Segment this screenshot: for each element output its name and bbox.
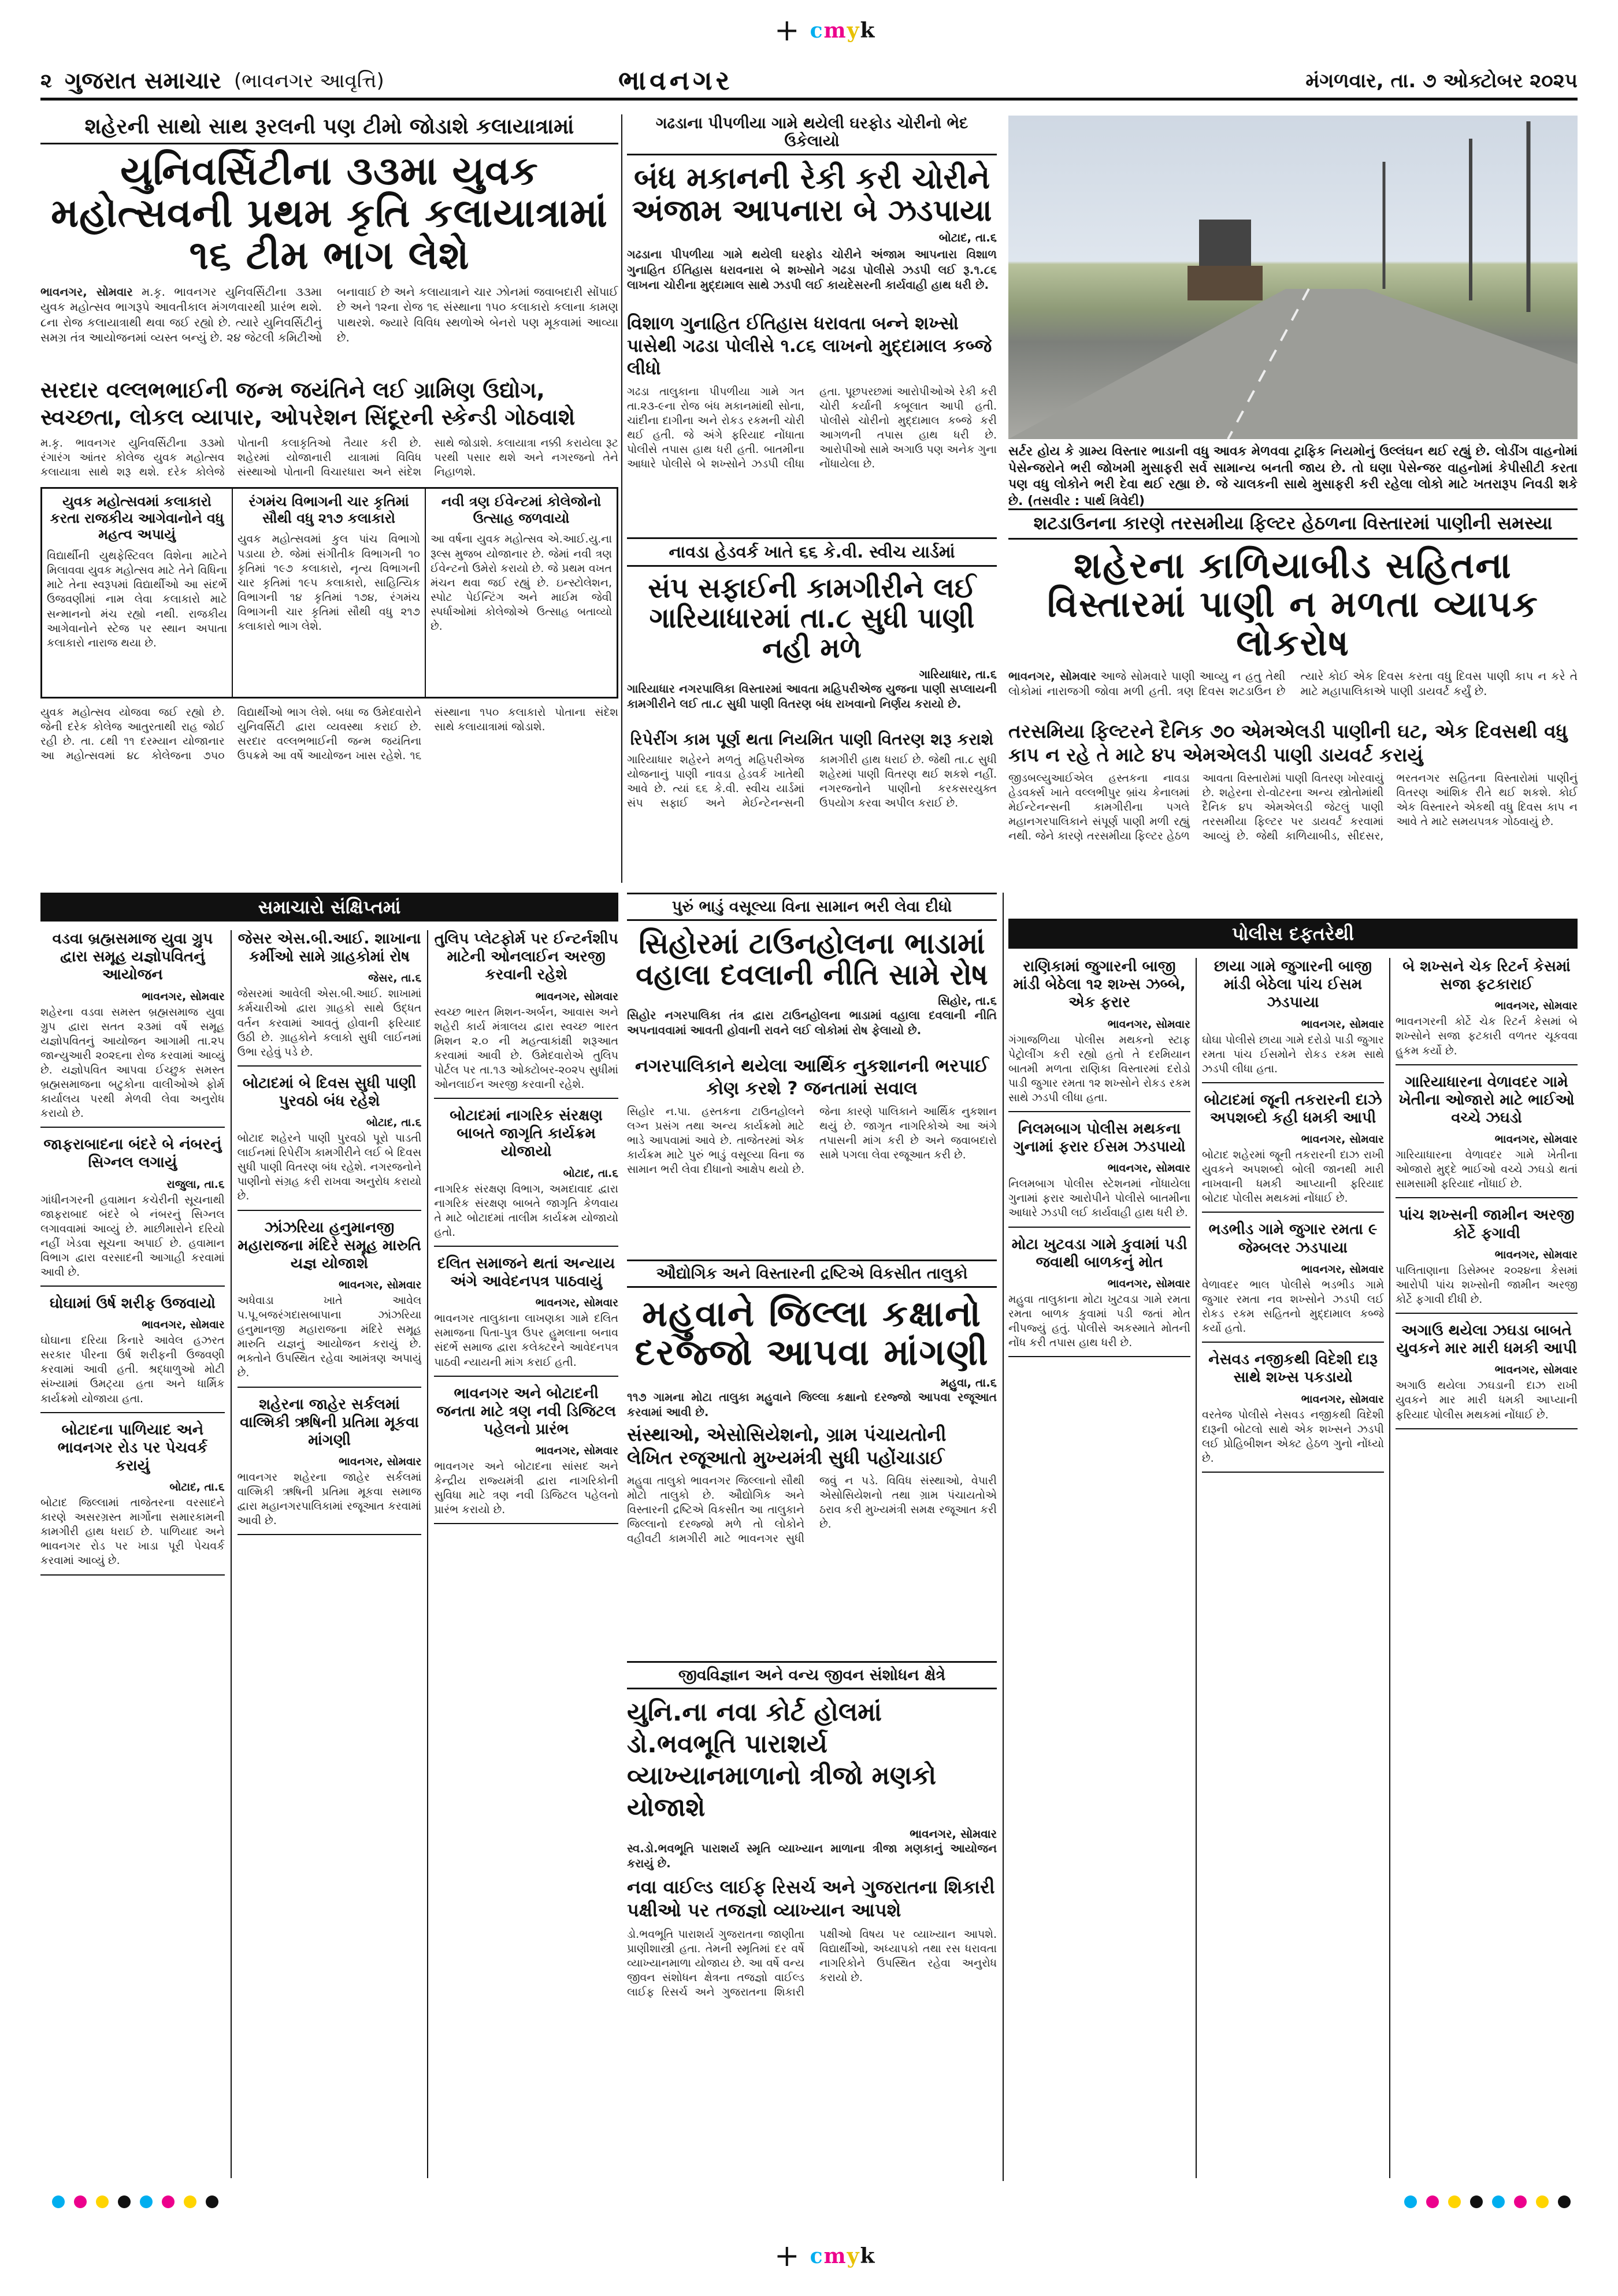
bottom-registration-mark bbox=[774, 2239, 890, 2273]
police-title: ગારિયાધારના વેળાવદર ગામે ખેતીના ઓજારો માટે ભાઈઓ વચ્ચે ઝઘડો bbox=[1398, 1073, 1575, 1127]
briefs-bar: સમાચારો સંક્ષિપ્તમાં bbox=[40, 893, 618, 922]
a1-box1-body: વિદ્યાર્થીની યુથફેસ્ટિવલ વિશેના માટેને મિલાવવા યુવક મહોત્સવ માટે તેને વિધિના માટે તેના સ્વરૂપમાં વિદ્યાર્થીઓ આ સંદર્ભે ઉજવણીમાં નામ લેવા કલાકારો માટે સન્માનનો મંચ રહ્યો નથી. રાજકીય આગેવાનોને સ્ટેજ પર સ્થાન અપાતા કલાકારો નારાજ થયા છે. bbox=[47, 549, 227, 649]
column-rule bbox=[621, 114, 622, 883]
a2-body: ગઢડા તાલુકાના પીપળીયા ગામે ગત તા.૨૩-૯ના રોજ બંધ મકાનમાંથી સોના, ચાંદીના દાગીના અને રોકડ રકમની ચોરી થઈ હતી. જે અંગે ફરિયાદ નોંધાતા પોલીસે તપાસ હાથ ધરી હતી. બાતમીના આધારે પોલીસે બે શખ્સોને ઝડપી લીધા હતા. પૂછપરછમાં આરોપીઓએ રેકી કરી ચોરી કર્યાની કબૂલાત આપી હતી. પોલીસે ચોરીનો મુદ્દામાલ કબ્જે કરી આગળની તપાસ હાથ ધરી છે. આરોપીઓ સામે અગાઉ પણ અનેક ગુના નોંધાયેલા છે. bbox=[627, 385, 997, 471]
a6-kicker: ઔદ્યોગિક અને વિસ્તારની દ્રષ્ટિએ વિકસીત તાલુકો bbox=[627, 1260, 997, 1288]
a3-dateline: ભાવનગર, સોમવાર bbox=[1008, 668, 1096, 683]
edition: (ભાવનગર આવૃત્તિ) bbox=[233, 69, 384, 92]
article-lecture-series bbox=[627, 1661, 997, 2181]
police-title: અગાઉ થયેલા ઝઘડા બાબતે યુવકને માર મારી ધમકી આપી bbox=[1396, 1322, 1577, 1358]
a3-body: જીડબલ્યુઆઈએલ હસ્તકના નાવડા હેડવર્ક્સ ખાતે વલ્લભીપુર બ્રાંચ કેનાલમાં મેઈન્ટેનન્સની કામગીરીના પગલે મહાનગરપાલિકાને સંપૂર્ણ પાણી મળી રહ્યું નથી. જેને કારણે તરસમીયા ફિલ્ટર હેઠળ આવતા વિસ્તારોમાં પાણી વિતરણ ખોરવાયું છે. શહેરના રો-વોટરના અન્ય સ્ત્રોતોમાંથી દૈનિક ૪૫ એમએલડી જેટલું પાણી તરસમીયા ફિલ્ટર પર ડાયવર્ટ કરવામાં આવ્યું છે. જેથી કાળિયાબીડ, સીદસર, ભરતનગર સહિતના વિસ્તારોમાં પાણીનું વિતરણ આંશિક રીતે થઈ શકશે. કોઈ એક વિસ્તારને એકથી વધુ દિવસ કાપ ન આવે તે માટે સમયપત્રક ગોઠવાયું છે. bbox=[1008, 772, 1578, 843]
brief-title: બોટાદમાં નાગરિક સંરક્ષણ બાબતે જાગૃતિ કાર્યક્રમ યોજાયો bbox=[450, 1107, 603, 1161]
brief-dateline: ભાવનગર, સોમવાર bbox=[535, 1444, 618, 1458]
top-registration-mark bbox=[774, 13, 890, 48]
brief-title: શહેરના જાહેર સર્કલમાં વાલ્મિકી ઋષિની પ્રતિમા મૂકવા માંગણી bbox=[240, 1395, 419, 1449]
police-dateline: ભાવનગર, સોમવાર bbox=[1301, 1262, 1384, 1276]
police-title: નિલમબાગ પોલીસ મથકના ગુનામાં ફરાર ઈસમ ઝડપાયો bbox=[1013, 1120, 1186, 1156]
page-number: ૨ bbox=[40, 69, 52, 92]
brief-title: જેસર એસ.બી.આઈ. શાખાના કર્મીઓ સામે ગ્રાહકોમાં રોષ bbox=[237, 930, 421, 966]
brief-dateline: જેસર, તા.૬ bbox=[368, 972, 422, 985]
registration-dot bbox=[74, 2195, 87, 2208]
brief-item bbox=[434, 1385, 618, 1525]
brief-body: નાગરિક સંરક્ષણ વિભાગ, અમદાવાદ દ્વારા નાગરિક સંરક્ષણ બાબતે જાગૃતિ કેળવાય તે માટે બોટાદમાં તાલીમ કાર્યક્રમ યોજાયો હતો. bbox=[434, 1182, 618, 1239]
police-title: ભડભીડ ગામે જુગાર રમતા ૯ જેમ્બલર ઝડપાયા bbox=[1208, 1221, 1378, 1257]
a3-subhead: તરસમિયા ફિલ્ટરને દૈનિક ૭૦ એમએલડી પાણીની ઘટ, એક દિવસથી વધુ કાપ ન રહે તે માટે ૪૫ એમએલડી પાણી ડાયવર્ટ કરાયું bbox=[1008, 719, 1568, 766]
a7-dateline: ભાવનગર, સોમવાર bbox=[910, 1827, 997, 1841]
a1-body bbox=[40, 284, 618, 371]
police-dateline: ભાવનગર, સોમવાર bbox=[1301, 1017, 1384, 1031]
brief-dateline: ભાવનગર, સોમવાર bbox=[535, 1296, 618, 1310]
color-bar-left bbox=[52, 2195, 218, 2208]
police-body: પાલિતાણાના ડિસેમ્બર ૨૦૨૪ના કેસમાં આરોપી પાંચ શખ્સોની જામીન અરજી કોર્ટે ફગાવી દીધી છે. bbox=[1396, 1264, 1578, 1306]
brief-body: ઘોઘાના દરિયા કિનારે આવેલ હઝરત સરકાર પીરના ઉર્ષ શરીફની ઉજવણી કરવામાં આવી હતી. શ્રદ્ધાળુઓ મોટી સંખ્યામાં ઉમટ્યા હતા અને ધાર્મિક કાર્યક્રમો યોજાયા હતા. bbox=[40, 1334, 225, 1405]
police-item bbox=[1202, 1351, 1384, 1473]
brief-title: બોટાદમાં બે દિવસ સુધી પાણી પુરવઠો બંધ રહેશે bbox=[242, 1074, 417, 1110]
article-youth-festival bbox=[40, 114, 618, 819]
police-item bbox=[1008, 1120, 1190, 1228]
registration-dot bbox=[140, 2195, 153, 2208]
a2-dateline: બોટાદ, તા.૬ bbox=[938, 231, 997, 245]
brief-dateline: ભાવનગર, સોમવાર bbox=[142, 1318, 225, 1332]
date: મંગળવાર, તા. ૭ ઓક્ટોબર ૨૦૨૫ bbox=[1305, 69, 1578, 92]
photo-caption-text: સર્ટર હોય કે ગ્રામ્ય વિસ્તાર ભાડાની વધુ આવક મેળવવા ટ્રાફિક નિયમોનું ઉલ્લંઘન થઈ રહ્યું છે. લોડીંગ વાહનોમાં પેસેન્જરોને ભરી જોખમી મુસાફરી સર્વ સામાન્ય બનતી જાય છે. તો ઘણા પેસેન્જર વાહનોમાં કેપીસીટી કરતા પણ વધુ લોકોને ભરી દેવા થઈ રહ્યા છે. જે ચાલકની સાથે મુસાફરી કરી રહેલા લોકો માટે ખતરારૂપ નિવડી શકે છે. bbox=[1008, 444, 1578, 508]
a6-body: મહુવા તાલુકો ભાવનગર જિલ્લાનો સૌથી મોટો તાલુકો છે. ઔદ્યોગિક અને વિસ્તારની દ્રષ્ટિએ વિકસીત આ તાલુકાને જિલ્લાનો દરજ્જો મળે તો લોકોને વહીવટી કામગીરી માટે ભાવનગર સુધી જવું ન પડે. વિવિધ સંસ્થાઓ, વેપારી એસોસિયેશનો તથા ગ્રામ પંચાયતોએ ઠરાવ કરી મુખ્યમંત્રી સમક્ષ રજૂઆત કરી છે. bbox=[627, 1474, 997, 1545]
brief-body: જેસરમાં આવેલી એસ.બી.આઈ. શાખામાં કર્મચારીઓ દ્વારા ગ્રાહકો સાથે ઉદ્ધત વર્તન કરવામાં આવતું હોવાની ફરિયાદ ઉઠી છે. ગ્રાહકોને કલાકો સુધી લાઈનમાં ઉભા રહેવું પડે છે. bbox=[237, 987, 422, 1058]
registration-dot bbox=[118, 2195, 131, 2208]
brief-title: તુલિપ પ્લેટફોર્મ પર ઈન્ટર્નશીપ માટેની ઓનલાઈન અરજી કરવાની રહેશે bbox=[434, 930, 618, 984]
a2-subhead: વિશાળ ગુનાહિત ઈતિહાસ ધરાવતા બન્ને શખ્સો પાસેથી ગઢડા પોલીસે ૧.૮૬ લાખનો મુદ્દામાલ કબ્જે લીધો bbox=[627, 313, 992, 379]
brief-item bbox=[237, 1396, 422, 1536]
brief-body: બોટાદ જિલ્લામાં તાજેતરના વરસાદને કારણે અસરગ્રસ્ત માર્ગોના સમારકામની કામગીરી હાથ ધરાઈ છે. પાળિયાદ અને ભાવનગર રોડ પર ખાડા પૂરી પેચવર્ક કરવામાં આવ્યું છે. bbox=[40, 1496, 225, 1567]
police-dateline: ભાવનગર, સોમવાર bbox=[1494, 1364, 1578, 1377]
police-body: વરતેજ પોલીસે નેસવડ નજીકથી વિદેશી દારૂની બોટલો સાથે એક શખ્સને ઝડપી લઈ પ્રોહિબીશન એક્ટ હેઠળ ગુનો નોંધ્યો છે. bbox=[1202, 1408, 1384, 1465]
brief-title: બોટાદના પાળિયાદ અને ભાવનગર રોડ પર પેચવર્ક કરાયું bbox=[57, 1421, 207, 1474]
a1-box2-title: રંગમંચ વિભાગની ચાર કૃતિમાં સૌથી વધુ ૨૧૭ કલાકારો bbox=[248, 493, 409, 526]
cmyk-c: c bbox=[810, 2244, 824, 2268]
a1-box-politics bbox=[40, 487, 233, 699]
police-title: છાયા ગામે જુગારની બાજી માંડી બેઠેલા પાંચ ઈસમ ઝડપાયા bbox=[1214, 958, 1372, 1012]
article-sihor bbox=[627, 893, 997, 1251]
a1-subhead: સરદાર વલ્લભભાઈની જન્મ જયંતિને લઈ ગ્રામિણ ઉદ્યોગ, સ્વચ્છતા, લોકલ વ્યાપાર, ઓપરેશન સિંદૂરની સ્કેન્ડી ગોઠવાશે bbox=[40, 377, 576, 430]
briefs-list bbox=[40, 930, 618, 2178]
a1-box2-body: યુવક મહોત્સવમાં કુલ પાંચ વિભાગો પડાયા છે. જેમાં સંગીતીક વિભાગની ૧૦ કૃતિમાં ૧૯૭ કલાકારો, નૃત્ય વિભાગની ચાર કૃતિમાં ૧૯૫ કલાકારો, સાહિત્યિક વિભાગની ૧૪ કૃતિમાં ૧૭૪, રંગમંચ વિભાગની ચાર કૃતિમાં સૌથી વધુ ૨૧૭ કલાકારો ભાગ લેશે. bbox=[237, 533, 420, 633]
crosshair-icon: + bbox=[774, 13, 800, 48]
a4-kicker: નાવડા હેડવર્ક ખાતે ૬૬ કે.વી. સ્વીચ યાર્ડમાં bbox=[627, 537, 997, 567]
article-gariyadhar bbox=[627, 537, 997, 884]
photo-credit: (તસવીર : પાર્થ ત્રિવેદી) bbox=[1027, 493, 1145, 508]
registration-dot bbox=[206, 2195, 218, 2208]
a5-dateline: સિહોર, તા.૬ bbox=[938, 994, 997, 1008]
cmyk-k: k bbox=[860, 18, 876, 43]
cmyk-c: c bbox=[810, 18, 824, 43]
police-body: ભાવનગરની કોર્ટે ચેક રિટર્ન કેસમાં બે શખ્સોને સજા ફટકારી વળતર ચૂકવવા હુકમ કર્યો છે. bbox=[1396, 1015, 1578, 1057]
police-body: ગારિયાધારના વેળાવદર ગામે ખેતીના ઓજારો મુદ્દે ભાઈઓ વચ્ચે ઝઘડો થતાં સામસામી ફરિયાદ નોંધાઈ છે. bbox=[1396, 1149, 1578, 1191]
article-mahuva bbox=[627, 1260, 997, 1652]
a7-body: ડો.ભવભૂતિ પારાશર્ય ગુજરાતના જાણીતા પ્રાણીશાસ્ત્રી હતા. તેમની સ્મૃતિમાં દર વર્ષે વ્યાખ્યાનમાળા યોજાય છે. આ વર્ષે વન્ય જીવન સંશોધન ક્ષેત્રના તજજ્ઞો વાઈલ્ડ લાઈફ રિસર્ચ અને ગુજરાતના શિકારી પક્ષીઓ વિષય પર વ્યાખ્યાન આપશે. વિદ્યાર્થીઓ, અધ્યાપકો તથા રસ ધરાવતા નાગરિકોને ઉપસ્થિત રહેવા અનુરોધ કરાયો છે. bbox=[627, 1928, 997, 1999]
a7-lead: સ્વ.ડો.ભવભૂતિ પારાશર્ય સ્મૃતિ વ્યાખ્યાન માળાના ત્રીજા મણકાનું આયોજન કરાયું છે. bbox=[627, 1841, 997, 1871]
brief-item bbox=[40, 1421, 225, 1576]
police-item bbox=[1396, 1073, 1578, 1199]
brief-dateline: ભાવનગર, સોમવાર bbox=[339, 1455, 422, 1469]
truck-shape bbox=[1187, 266, 1263, 300]
brief-item bbox=[434, 1255, 618, 1377]
police-body: ઘોઘા પોલીસે છાયા ગામે દરોડો પાડી જુગાર રમતા પાંચ ઈસમોને રોકડ રકમ સાથે ઝડપી લીધા હતા. bbox=[1202, 1033, 1384, 1075]
brief-title: વડવા બ્રહ્મસમાજ યુવા ગ્રુપ દ્વારા સમૂહ યજ્ઞોપવિતનું આયોજન bbox=[52, 930, 213, 984]
a7-headline: યુનિ.ના નવા કોર્ટ હોલમાં ડો.ભવભૂતિ પારાશર્ય વ્યાખ્યાનમાળાનો ત્રીજો મણકો યોજાશે bbox=[627, 1697, 937, 1823]
brief-body: શહેરના વડવા સમસ્ત બ્રહ્મસમાજ યુવા ગ્રુપ દ્વારા સતત ૨૩માં વર્ષે સમૂહ યજ્ઞોપવિતનું આયોજન આગામી તા.૨૫ જાન્યુઆરી ૨૦૨૬ના રોજ કરવામાં આવ્યું છે. યજ્ઞોપવિત આપવા ઈચ્છુક સમસ્ત બ્રહ્મસમાજના બટુકોના વાલીઓએ ફોર્મ કાર્યાલય પરથી મેળવી લેવા અનુરોધ કરાયો છે. bbox=[40, 1005, 225, 1120]
brief-item bbox=[40, 930, 225, 1128]
brief-dateline: ભાવનગર, સોમવાર bbox=[142, 990, 225, 1003]
police-item bbox=[1008, 1236, 1190, 1358]
color-bar-right bbox=[1404, 2195, 1571, 2208]
police-dateline: ભાવનગર, સોમવાર bbox=[1301, 1392, 1384, 1406]
brief-body: ગાંધીનગરની હવામાન કચેરીની સૂચનાથી જાફરાબાદ બંદરે બે નંબરનું સિગ્નલ લગાવવામાં આવ્યું છે. માછીમારોને દરિયો નહીં ખેડવા સૂચના અપાઈ છે. હવામાન વિભાગ દ્વારા વરસાદની આગાહી કરવામાં આવી છે. bbox=[40, 1193, 225, 1279]
registration-dot bbox=[1448, 2195, 1461, 2208]
brief-item bbox=[40, 1295, 225, 1413]
a3-lead: આજે સોમવારે પાણી આવ્યુ ન હતુ તેથી લોકોમાં નારાજગી જોવા મળી હતી. ત્રણ દિવસ શટડાઉન છે ત્યારે કોઈ એક દિવસ કરતા વધુ દિવસ પાણી કાપ ન કરે તે માટે મહાપાલિકાએ પાણી ડાયવર્ટ કર્યું છે. bbox=[1008, 668, 1578, 698]
police-title: મોટા ખુટવડા ગામે કુવામાં પડી જવાથી બાળકનું મોત bbox=[1011, 1235, 1187, 1271]
a3-headline: શહેરના કાળિયાબીડ સહિતના વિસ્તારમાં પાણી ન મળતા વ્યાપક લોકરોષ bbox=[1047, 544, 1539, 664]
brief-body: ભાવનગર અને બોટાદના સાંસદ અને કેન્દ્રીય રાજ્યમંત્રી દ્વારા નાગરિકોની સુવિધા માટે ત્રણ નવી ડિજિટલ પહેલનો પ્રારંભ કરાયો છે. bbox=[434, 1460, 618, 1517]
registration-dot bbox=[1470, 2195, 1483, 2208]
a3-kicker: શટડાઉનના કારણે તરસમીયા ફિલ્ટર હેઠળના વિસ્તારમાં પાણીની સમસ્યા bbox=[1008, 508, 1578, 540]
police-item bbox=[1396, 1206, 1578, 1314]
police-body: મહુવા તાલુકાના મોટા ખુટવડા ગામે રમતા રમતા બાળક કુવામાં પડી જતાં મોત નીપજ્યું હતું. પોલીસે અકસ્માતે મોતની નોંધ કરી તપાસ હાથ ધરી છે. bbox=[1008, 1292, 1190, 1350]
brief-dateline: બોટાદ, તા.૬ bbox=[563, 1166, 618, 1180]
brief-body: ભાવનગર તાલુકાના લાખણકા ગામે દલિત સમાજના પિતા-પુત્ર ઉપર હુમલાના બનાવ સંદર્ભે સમાજ દ્વારા કલેક્ટરને આવેદનપત્ર પાઠવી ન્યાયની માંગ કરાઈ હતી. bbox=[434, 1312, 618, 1369]
a1-box3-title: નવી ત્રણ ઈવેન્ટમાં કોલેજોનો ઉત્સાહ જળવાયો bbox=[441, 493, 602, 526]
brief-title: ઘોઘામાં ઉર્ષ શરીફ ઉજવાયો bbox=[49, 1295, 216, 1313]
cmyk-label bbox=[810, 2244, 876, 2268]
police-dateline: ભાવનગર, સોમવાર bbox=[1494, 1133, 1578, 1146]
a5-subhead: નગરપાલિકાને થયેલા આર્થિક નુકશાનની ભરપાઈ કોણ કરશે ? જનતામાં સવાલ bbox=[635, 1056, 989, 1099]
header-left bbox=[40, 68, 384, 94]
police-bar: પોલીસ દફતરેથી bbox=[1008, 919, 1578, 949]
road-shape bbox=[1008, 289, 1578, 439]
police-body: ગંગાજળિયા પોલીસ મથકનો સ્ટાફ પેટ્રોલીંગ કરી રહ્યો હતો તે દરમિયાન બાતમી મળતા રાણિકા વિસ્તારમાં દરોડો પાડી જુગાર રમતા ૧૨ શખ્સોને રોકડ રકમ સાથે ઝડપી લીધા હતા. bbox=[1008, 1033, 1190, 1104]
police-body: અગાઉ થયેલા ઝઘડાની દાઝ રાખી યુવકને માર મારી ધમકી આપ્યાની ફરિયાદ પોલીસ મથકમાં નોંધાઈ છે. bbox=[1396, 1379, 1578, 1421]
registration-dot bbox=[1426, 2195, 1439, 2208]
a1-body2: મ.કૃ. ભાવનગર યુનિવર્સિટીના ૩૩મો રંગારંગ આંતર કોલેજ યુવક મહોત્સવ કલાયાત્રા સાથે શરૂ થશે. દરેક કોલેજે પોતાની કલાકૃતિઓ તૈયાર કરી છે. શહેરમાં યોજાનારી યાત્રામાં વિવિધ સંસ્થાઓ પોતાની વિચારધારા અને સંદેશ સાથે જોડાશે. કલાયાત્રા નક્કી કરાયેલા રૂટ પરથી પસાર થશે અને નગરજનો તેને નિહાળશે. bbox=[40, 436, 618, 479]
police-body: બોટાદ શહેરમાં જૂની તકરારની દાઝ રાખી યુવકને અપશબ્દો બોલી જાનથી મારી નાખવાની ધમકી આપ્યાની ફરિયાદ બોટાદ પોલીસ મથકમાં નોંધાઈ છે. bbox=[1202, 1149, 1384, 1205]
passengers-shape bbox=[1199, 220, 1251, 266]
article-theft bbox=[627, 114, 997, 530]
a1-box-events bbox=[426, 487, 618, 699]
police-item bbox=[1202, 1091, 1384, 1213]
police-dateline: ભાવનગર, સોમવાર bbox=[1494, 1000, 1578, 1013]
police-title: રાણિકામાં જુગારની બાજી માંડી બેઠેલા ૧૨ શખ્સ ઝબ્બે, એક ફરાર bbox=[1013, 958, 1186, 1012]
police-dateline: ભાવનગર, સોમવાર bbox=[1301, 1133, 1384, 1146]
cmyk-m: m bbox=[823, 18, 847, 43]
road-photo-illustration bbox=[1008, 116, 1578, 439]
brief-body: બોટાદ શહેરને પાણી પુરવઠો પૂરો પાડતી લાઈનમાં રિપેરીંગ કામગીરીને લઈ બે દિવસ સુધી પાણી વિતરણ બંધ રહેશે. નગરજનોને પાણીનો સંગ્રહ કરી રાખવા અનુરોધ કરાયો છે. bbox=[237, 1132, 422, 1203]
cmyk-y: y bbox=[847, 2244, 860, 2268]
page-header bbox=[40, 64, 1578, 101]
registration-dot bbox=[162, 2195, 175, 2208]
a6-lead: ૧૧૭ ગામના મોટા તાલુકા મહુવાને જિલ્લા કક્ષાનો દરજ્જો આપવા રજૂઆત કરવામાં આવી છે. bbox=[627, 1390, 997, 1420]
police-item bbox=[1396, 1322, 1578, 1429]
a4-body: ગારિયાધાર શહેરને મળતું મહિપરીએજ યોજનાનું પાણી નાવડા હેડવર્ક ખાતેથી આવે છે. ત્યાં ૬૬ કે.વી. સ્વીચ યાર્ડમાં સંપ સફાઈ અને મેઈન્ટેનન્સની કામગીરી હાથ ધરાઈ છે. જેથી તા.૮ સુધી શહેરમાં પાણી વિતરણ થઈ શકશે નહીં. નગરજનોને પાણીનો કરકસરયુક્ત ઉપયોગ કરવા અપીલ કરાઈ છે. bbox=[627, 753, 997, 810]
police-title: નેસવડ નજીકથી વિદેશી દારૂ સાથે શખ્સ પકડાયો bbox=[1208, 1351, 1378, 1387]
brief-dateline: બોટાદ, તા.૬ bbox=[366, 1116, 422, 1130]
a6-subhead: સંસ્થાઓ, એસોસિયેશનો, ગ્રામ પંચાયતોની લેખિત રજૂઆતો મુખ્યમંત્રી સુધી પહોંચાડાઈ bbox=[627, 1423, 947, 1469]
a1-box3-body: આ વર્ષના યુવક મહોત્સવ એ.આઈ.યુ.ના રૂલ્સ મુજબ યોજાનાર છે. જેમાં નવી ત્રણ ઈવેન્ટનો ઉમેરો કરાયો છે. જે પ્રથમ વખત મંચન થવા જઈ રહ્યું છે. ઇન્સ્ટોલેશન, સ્પોટ પેઈન્ટિંગ અને માઈમ જેવી સ્પર્ધાઓમાં કોલેજોએ ઉત્સાહ બતાવ્યો છે. bbox=[431, 533, 612, 633]
section-title: ભાવનગર bbox=[618, 65, 733, 96]
police-item bbox=[1202, 958, 1384, 1083]
police-title: બે શખ્સને ચેક રિટર્ન કેસમાં સજા ફટકારાઈ bbox=[1402, 958, 1571, 994]
police-body: નિલમબાગ પોલીસ સ્ટેશનમાં નોંધાયેલા ગુનામાં ફરાર આરોપીને પોલીસે બાતમીના આધારે ઝડપી લઈ કાર્યવાહી હાથ ધરી છે. bbox=[1008, 1177, 1190, 1220]
police-title: પાંચ શખ્સની જામીન અરજી કોર્ટે ફગાવી bbox=[1398, 1206, 1575, 1242]
cmyk-k: k bbox=[860, 2244, 876, 2268]
brief-body: સ્વચ્છ ભારત મિશન-અર્બન, આવાસ અને શહેરી કાર્ય મંત્રાલય દ્વારા સ્વચ્છ ભારત મિશન ૨.૦ ની મહત્વાકાંક્ષી શરૂઆત કરવામાં આવી છે. ઉમેદવારોએ તુલિપ પોર્ટલ પર તા.૧૩ ઓક્ટોબર-૨૦૨૫ સુધીમાં ઓનલાઈન અરજી કરવાની રહેશે. bbox=[434, 1005, 618, 1091]
a7-kicker: જીવવિજ્ઞાન અને વન્ય જીવન સંશોધન ક્ષેત્રે bbox=[627, 1661, 997, 1689]
registration-dot bbox=[96, 2195, 109, 2208]
a4-dateline: ગારિયાધાર, તા.૬ bbox=[919, 667, 997, 681]
cmyk-m: m bbox=[823, 2244, 847, 2268]
brief-body: ભાવનગર શહેરના જાહેર સર્કલમાં વાલ્મિકી ઋષિની પ્રતિમા મૂકવા સમાજ દ્વારા મહાનગરપાલિકામાં રજૂઆત કરવામાં આવી છે. bbox=[237, 1471, 422, 1528]
a2-headline: બંધ મકાનની રેકી કરી ચોરીને અંજામ આપનારા બે ઝડપાયા bbox=[632, 161, 992, 229]
photo-caption bbox=[1008, 444, 1578, 508]
a1-headline: યુનિવર્સિટીના ૩૩મા યુવક મહોત્સવની પ્રથમ કૃતિ કલાયાત્રામાં ૧૬ ટીમ ભાગ લેશે bbox=[51, 148, 608, 279]
police-item bbox=[1396, 958, 1578, 1065]
brief-item bbox=[237, 930, 422, 1067]
police-dateline: ભાવનગર, સોમવાર bbox=[1107, 1017, 1190, 1031]
a6-headline: મહુવાને જિલ્લા કક્ષાનો દરજ્જો આપવા માંગણી bbox=[634, 1292, 989, 1373]
a1-kicker: શહેરની સાથો સાથ રૂરલની પણ ટીમો જોડાશે કલાયાત્રામાં bbox=[40, 114, 618, 144]
a5-lead: સિહોર નગરપાલિકા તંત્ર દ્વારા ટાઉનહોલના ભાડામાં વહાલા દવલાની નીતિ અપનાવવામાં આવતી હોવાની રાવને લઈ લોકોમાં રોષ ફેલાયો છે. bbox=[627, 1008, 997, 1038]
a5-headline: સિહોરમાં ટાઉનહોલના ભાડામાં વહાલા દવલાની નીતિ સામે રોષ bbox=[636, 927, 988, 992]
brief-item bbox=[237, 1219, 422, 1388]
registration-dot bbox=[1536, 2195, 1549, 2208]
registration-dot bbox=[184, 2195, 196, 2208]
police-dateline: ભાવનગર, સોમવાર bbox=[1107, 1162, 1190, 1175]
a3-lead-block bbox=[1008, 668, 1578, 715]
a5-body: સિહોર ન.પા. હસ્તકના ટાઉનહોલને લગ્ન પ્રસંગ તથા અન્ય કાર્યક્રમો માટે ભાડે આપવામાં આવે છે. તાજેતરમાં એક કાર્યક્રમ માટે પુરું ભાડું વસૂલ્યા વિના જ સામાન ભરી લેવા દીધાનો આક્ષેપ થયો છે. જેના કારણે પાલિકાને આર્થિક નુકશાન થયું છે. જાગૃત નાગરિકોએ આ અંગે તપાસની માંગ કરી છે અને જવાબદારો સામે પગલા લેવા રજૂઆત કરી છે. bbox=[627, 1105, 997, 1176]
a2-lead: ગઢડાના પીપળીયા ગામે થયેલી ઘરફોડ ચોરીને અંજામ આપનારા વિશાળ ગુનાહિત ઈતિહાસ ધરાવનારા બે શખ્સોને ગઢડા પોલીસે ઝડપી લઈ રૂ.૧.૮૬ લાખના ચોરીના મુદ્દામાલ સાથે ઝડપી લઈ કાયદેસરની કાર્યવાહી હાથ ધરી છે. bbox=[627, 247, 997, 292]
article-water-shortage bbox=[1008, 508, 1578, 907]
police-list bbox=[1008, 958, 1578, 2178]
brief-dateline: બોટાદ, તા.૬ bbox=[169, 1481, 225, 1494]
registration-dot bbox=[1514, 2195, 1527, 2208]
police-item bbox=[1202, 1221, 1384, 1343]
a1-body-text: મ.કૃ. ભાવનગર યુનિવર્સિટીના ૩૩મા યુવક મહોત્સવ ભાગરૂપે આવતીકાલ મંગળવારથી પ્રારંભ થશે. ૮ના રોજ કલાયાત્રાથી થવા જઈ રહ્યો છે. ત્યારે યુનિવર્સિટીનું સમગ્ર તંત્ર આયોજનમાં વ્યસ્ત બન્યું છે. ૨૪ જેટલી કમિટીઓ બનાવાઈ છે અને કલાયાત્રાને ચાર ઝોનમાં જવાબદારી સોંપાઈ છે અને ૧૨ના રોજ ૧૬ સંસ્થાના ૧૫૦ કલાકારો કલાના કામણ પાથરશે. જ્યારે વિવિધ સ્થળોએ બેનરો પણ મૂકવામાં આવ્યા છે. bbox=[40, 284, 618, 345]
a1-box1-title: યુવક મહોત્સવમાં કલાકારો કરતા રાજકીય આગેવાનોને વધુ મહત્વ અપાયું bbox=[50, 493, 224, 543]
police-dateline: ભાવનગર, સોમવાર bbox=[1494, 1248, 1578, 1261]
registration-dot bbox=[1558, 2195, 1571, 2208]
brief-dateline: રાજુલા, તા.૬ bbox=[166, 1177, 225, 1191]
brief-item bbox=[40, 1136, 225, 1287]
police-dateline: ભાવનગર, સોમવાર bbox=[1107, 1277, 1190, 1290]
police-body: વેળાવદર ભાલ પોલીસે ભડભીડ ગામે જુગાર રમતા નવ શખ્સોને ઝડપી લઈ રોકડ રકમ સહિતનો મુદ્દામાલ કબ્જે કર્યો હતો. bbox=[1202, 1278, 1384, 1335]
registration-dot bbox=[52, 2195, 65, 2208]
a1-box-theatre bbox=[233, 487, 426, 699]
a1-body3: યુવક મહોત્સવ યોજવા જઈ રહ્યો છે. જેની દરેક કોલેજ આતુરતાથી રાહ જોઈ રહી છે. તા. ૮થી ૧૧ દરમ્યાન યોજાનાર આ મહોત્સવમાં ૪૮ કોલેજના ૭૫૦ વિદ્યાર્થીઓ ભાગ લેશે. બધા જ ઉમેદવારોને યુનિવર્સિટી દ્વારા વ્યવસ્થા કરાઈ છે. સરદાર વલ્લભભાઈની જન્મ જયંતિના ઉપક્રમે આ વર્ષે આયોજન ખાસ રહેશે. ૧૬ સંસ્થાના ૧૫૦ કલાકારો પોતાના સંદેશ સાથે કલાયાત્રામાં જોડાશે. bbox=[40, 705, 618, 763]
paper-name: ગુજરાત સમાચાર bbox=[64, 67, 221, 94]
brief-dateline: ભાવનગર, સોમવાર bbox=[339, 1279, 422, 1292]
brief-title: ભાવનગર અને બોટાદની જનતા માટે ત્રણ નવી ડિજિટલ પહેલનો પ્રારંભ bbox=[436, 1384, 616, 1438]
a2-kicker: ગઢડાના પીપળીયા ગામે થયેલી ઘરફોડ ચોરીનો ભેદ ઉકેલાયો bbox=[627, 114, 997, 155]
a6-dateline: મહુવા, તા.૬ bbox=[940, 1375, 997, 1390]
police-title: બોટાદમાં જૂની તકરારની દાઝે અપશબ્દો કહી ધમકી આપી bbox=[1204, 1091, 1382, 1127]
a4-headline: સંપ સફાઈની કામગીરીને લઈ ગારિયાધારમાં તા.૮ સુધી પાણી નહી મળે bbox=[648, 572, 976, 664]
cmyk-label bbox=[810, 18, 876, 43]
brief-dateline: ભાવનગર, સોમવાર bbox=[535, 990, 618, 1003]
brief-title: જાફરાબાદના બંદરે બે નંબરનું સિગ્નલ લગાયું bbox=[43, 1136, 222, 1172]
registration-dot bbox=[1404, 2195, 1417, 2208]
news-photo bbox=[1008, 116, 1578, 439]
a4-lead: ગારિયાધાર નગરપાલિકા વિસ્તારમાં આવતા મહિપરીએજ યુજના પાણી સપ્લાયની કામગીરીને લઈ તા.૮ સુધી પાણી વિતરણ બંધ રાખવાનો નિર્ણય કરાયો છે. bbox=[627, 681, 997, 711]
brief-title: ઝાંઝરિયા હનુમાનજી મહારાજના મંદિરે સમૂહ મારુતિ યજ્ઞ યોજાશે bbox=[237, 1218, 421, 1272]
registration-dot bbox=[1492, 2195, 1505, 2208]
brief-item bbox=[237, 1075, 422, 1211]
brief-title: દલિત સમાજને થતાં અન્યાય અંગે આવેદનપત્ર પાઠવાયું bbox=[437, 1254, 615, 1291]
cmyk-y: y bbox=[847, 18, 860, 43]
column-rule bbox=[1003, 893, 1004, 2181]
a4-subhead: રિપેરીંગ કામ પૂર્ણ થતા નિયમિત પાણી વિતરણ શરૂ કરાશે bbox=[630, 729, 994, 749]
brief-item bbox=[434, 930, 618, 1099]
a1-dateline: ભાવનગર, સોમવાર bbox=[40, 284, 133, 299]
a1-boxes bbox=[40, 487, 618, 699]
police-item bbox=[1008, 958, 1190, 1112]
a5-kicker: પુરું ભાડું વસૂલ્યા વિના સામાન ભરી લેવા દીધો bbox=[627, 893, 997, 921]
brief-body: અધેવાડા ખાતે આવેલ પ.પૂ.બજરંગદાસબાપાના ઝાંઝરિયા હનુમાનજી મહારાજના મંદિરે સમૂહ મારુતિ યજ્ઞનું આયોજન કરાયું છે. ભક્તોને ઉપસ્થિત રહેવા આમંત્રણ અપાયું છે. bbox=[237, 1294, 422, 1380]
crosshair-icon: + bbox=[774, 2239, 800, 2273]
a7-subhead: નવા વાઈલ્ડ લાઈફ રિસર્ચ અને ગુજરાતના શિકારી પક્ષીઓ પર તજજ્ઞો વ્યાખ્યાન આપશે bbox=[627, 1876, 995, 1922]
brief-item bbox=[434, 1107, 618, 1247]
